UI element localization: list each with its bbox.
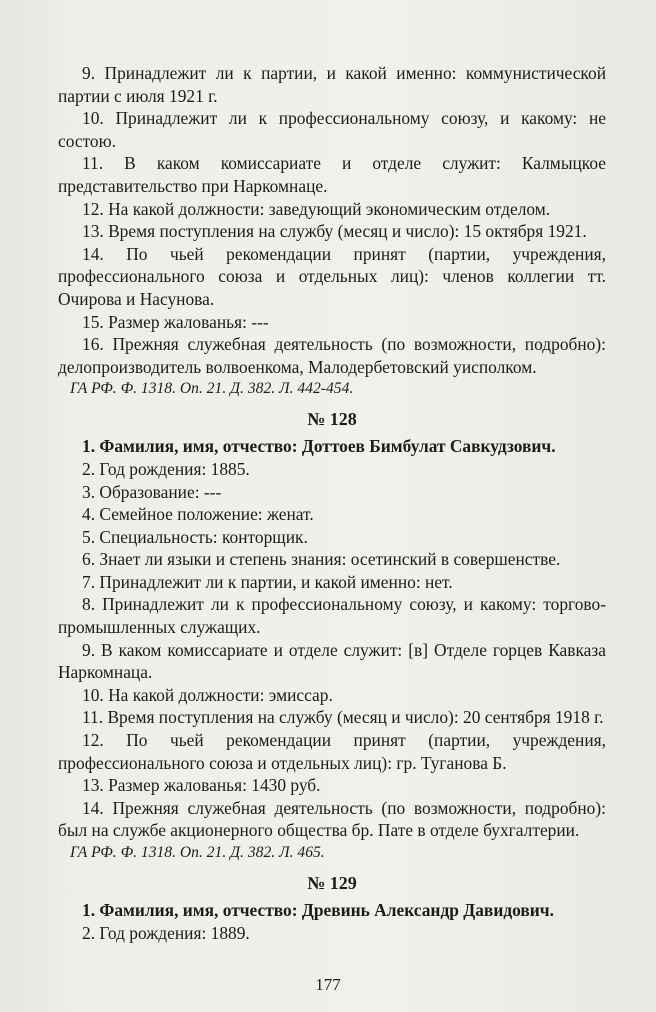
paragraph-item-10: 10. Принадлежит ли к профессиональному союзу, и какому: не состою. — [58, 108, 606, 151]
paragraph-item-11: 11. Время поступления на службу (месяц и число): 20 сентября 1918 г. — [82, 707, 604, 728]
paragraph-item-14: 14. По чьей рекомендации принят (партии, учреждения, профессионального союза и отдельных лиц): членов коллегии тт. Очирова и Насунова. — [58, 243, 606, 309]
paragraph-item-6: 6. Знает ли языки и степень знания: осетинский в совершенстве. — [82, 549, 561, 570]
paragraph-item-13: 13. Время поступления на службу (месяц и число): 15 октября 1921. — [82, 221, 587, 242]
paragraph-item-16: 16. Прежняя служебная деятельность (по возможности, подробно): делопроизводитель волвоенкома, Малодербетовский уисполком. — [58, 334, 606, 377]
record-heading: № 129 — [307, 873, 357, 893]
paragraph-item-10: 10. На какой должности: эмиссар. — [82, 684, 333, 705]
paragraph-item-13: 13. Размер жалованья: 1430 руб. — [82, 775, 321, 796]
paragraph-item-9: 9. В каком комиссариате и отделе служит: [в] Отделе горцев Кавказа Наркомнаца. — [58, 639, 606, 683]
paragraph-item-12: 12. На какой должности: заведующий экономическим отделом. — [82, 198, 551, 219]
record-name-line: 1. Фамилия, имя, отчество: Доттоев Бимбулат Савкудзович. — [82, 436, 556, 457]
record-name-line: 1. Фамилия, имя, отчество: Древинь Александр Давидович. — [82, 900, 554, 920]
record-128 — [58, 407, 606, 863]
paragraph-item-2: 2. Год рождения: 1885. — [82, 458, 250, 479]
paragraph-item-3: 3. Образование: --- — [82, 481, 222, 502]
paragraph-item-7: 7. Принадлежит ли к партии, и какой именно: нет. — [82, 571, 453, 592]
record-127-continuation — [58, 62, 606, 399]
paragraph-item-5: 5. Специальность: конторщик. — [82, 526, 308, 547]
archive-citation: ГА РФ. Ф. 1318. Оп. 21. Д. 382. Л. 442-454. — [70, 380, 354, 398]
paragraph-item-12: 12. По чьей рекомендации принят (партии, учреждения, профессионального союза и отдельных лиц): гр. Туганова Б. — [58, 730, 606, 773]
paragraph-item-8: 8. Принадлежит ли к профессиональному союзу, и какому: торгово-промышленных служащих. — [58, 594, 606, 638]
paragraph-item-15: 15. Размер жалованья: --- — [82, 311, 269, 332]
paragraph-item-2: 2. Год рождения: 1889. — [82, 922, 250, 943]
archive-citation: ГА РФ. Ф. 1318. Оп. 21. Д. 382. Л. 465. — [70, 844, 325, 861]
paragraph-item-9: 9. Принадлежит ли к партии, и какой именно: коммунистической партии с июля 1921 г. — [58, 63, 606, 106]
record-heading: № 128 — [307, 409, 357, 430]
paragraph-item-11: 11. В каком комиссариате и отделе служит: Калмыцкое представительство при Наркомнаце. — [58, 153, 606, 196]
paragraph-item-4: 4. Семейное положение: женат. — [82, 504, 314, 525]
paragraph-item-14: 14. Прежняя служебная деятельность (по возможности, подробно): был на службе акционерного общества бр. Пате в отделе бухгалтерии. — [58, 797, 606, 841]
page-number: 177 — [315, 975, 341, 994]
record-129 — [58, 871, 606, 944]
